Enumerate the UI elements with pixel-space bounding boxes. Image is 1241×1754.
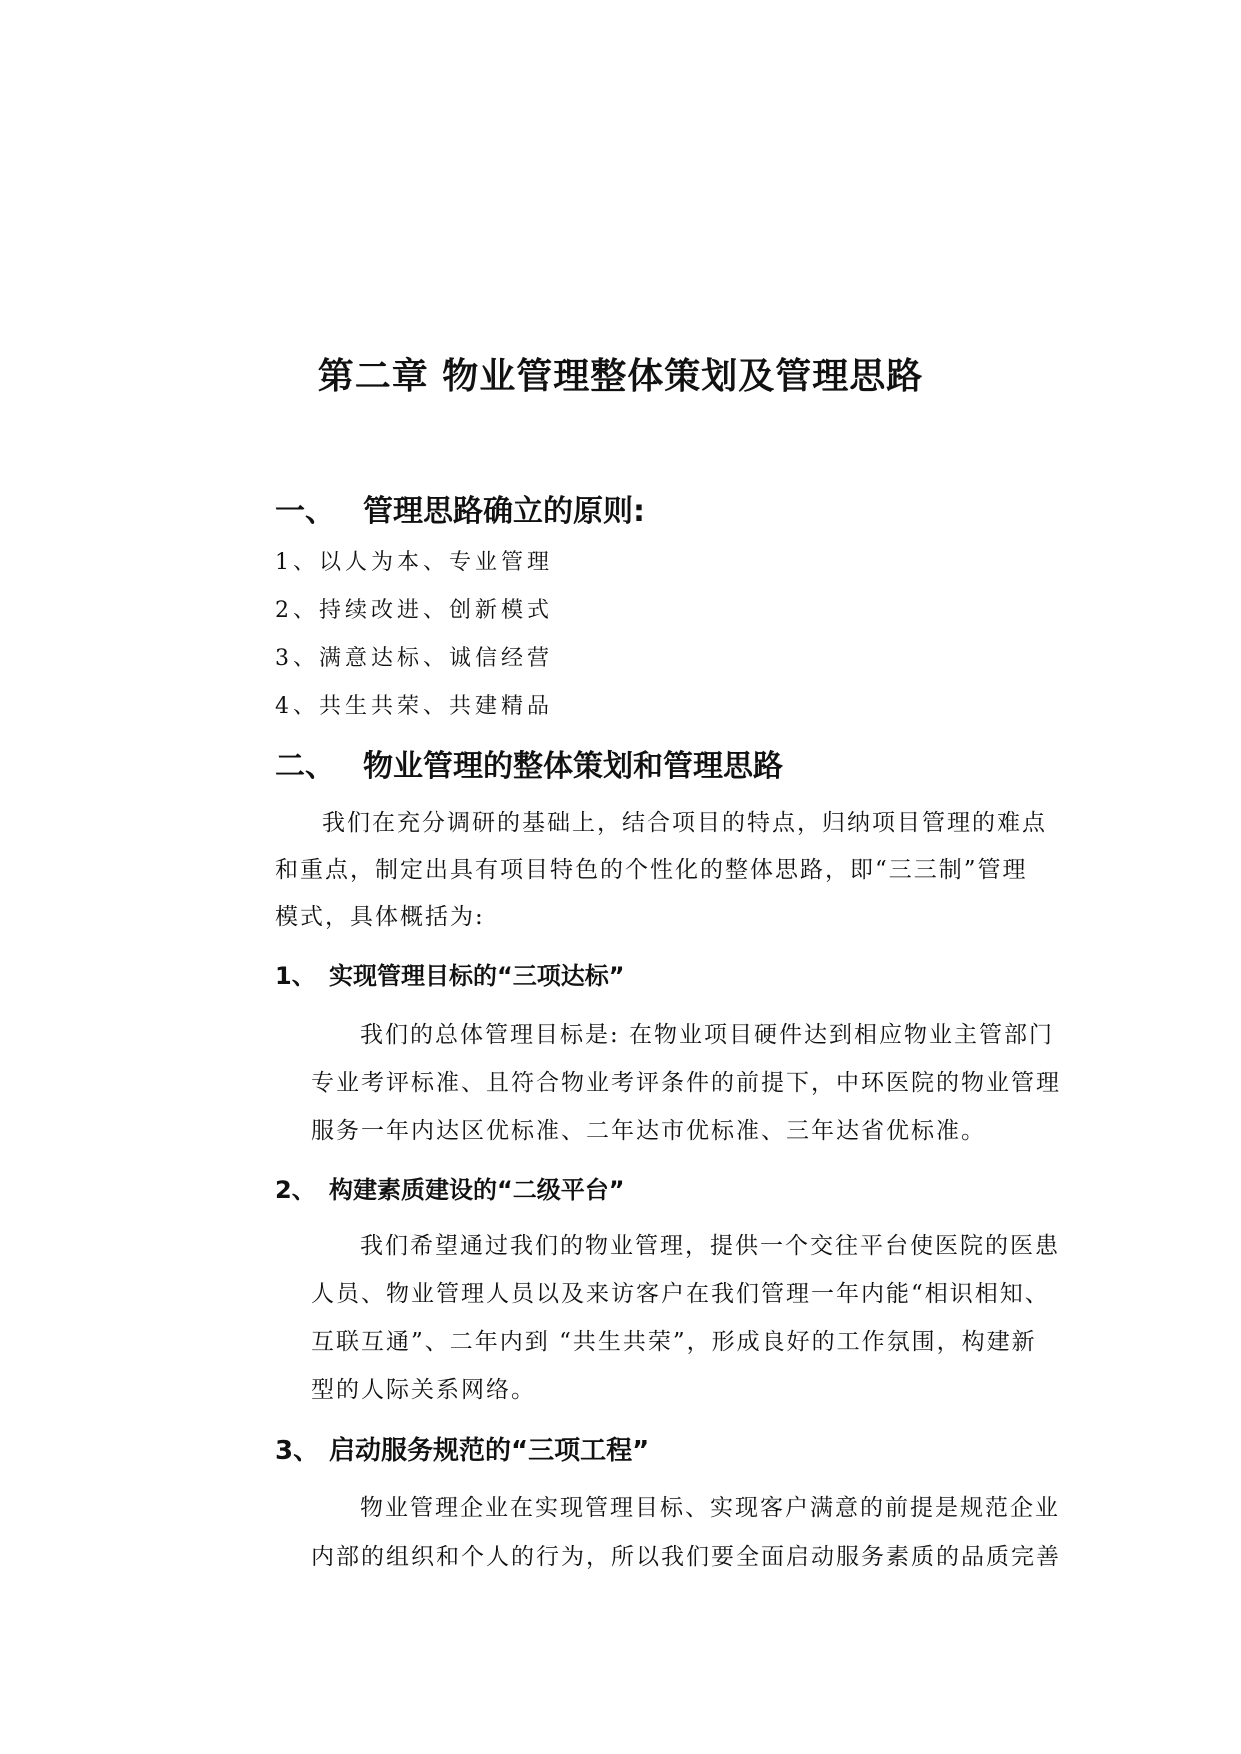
paragraph-line: 和重点，制定出具有项目特色的个性化的整体思路，即“三三制”管理	[275, 857, 1028, 883]
section-heading-2	[275, 741, 783, 785]
section-number: 二、	[275, 749, 335, 784]
subsection-title: 构建素质建设的“二级平台”	[329, 1176, 625, 1204]
paragraph-line: 我们的总体管理目标是: 在物业项目硬件达到相应物业主管部门	[360, 1022, 1055, 1048]
paragraph-line: 内部的组织和个人的行为，所以我们要全面启动服务素质的品质完善	[311, 1544, 1061, 1570]
subsection-title: 实现管理目标的“三项达标”	[329, 962, 625, 990]
paragraph-line: 模式，具体概括为:	[275, 904, 485, 930]
subsection-title: 启动服务规范的“三项工程”	[329, 1436, 650, 1466]
paragraph-line: 我们在充分调研的基础上，结合项目的特点，归纳项目管理的难点	[322, 810, 1047, 836]
section-number: 一、	[275, 494, 335, 529]
chapter-title: 第二章 物业管理整体策划及管理思路	[317, 356, 924, 397]
section-heading-1	[275, 486, 645, 530]
subsection-heading-3	[275, 1430, 649, 1467]
section-title: 管理思路确立的原则:	[363, 494, 645, 529]
paragraph-line: 专业考评标准、且符合物业考评条件的前提下，中环医院的物业管理	[311, 1070, 1061, 1096]
subsection-number: 3、	[275, 1436, 320, 1466]
paragraph-line: 服务一年内达区优标准、二年达市优标准、三年达省优标准。	[311, 1118, 986, 1144]
paragraph-line: 互联互通”、二年内到 “共生共荣”，形成良好的工作氛围，构建新	[311, 1329, 1037, 1355]
principle-item: 2、持续改进、创新模式	[275, 598, 553, 623]
principle-item: 3、满意达标、诚信经营	[275, 646, 553, 671]
section-title: 物业管理的整体策划和管理思路	[363, 749, 783, 784]
principle-item: 1、以人为本、专业管理	[275, 550, 553, 575]
principle-item: 4、共生共荣、共建精品	[275, 694, 553, 719]
paragraph-line: 人员、物业管理人员以及来访客户在我们管理一年内能“相识相知、	[311, 1281, 1050, 1307]
paragraph-line: 我们希望通过我们的物业管理，提供一个交往平台使医院的医患	[360, 1233, 1060, 1259]
subsection-heading-1	[275, 956, 625, 991]
subsection-heading-2	[275, 1170, 625, 1205]
paragraph-line: 型的人际关系网络。	[311, 1377, 536, 1403]
subsection-number: 1、	[275, 962, 316, 990]
paragraph-line: 物业管理企业在实现管理目标、实现客户满意的前提是规范企业	[360, 1495, 1060, 1521]
subsection-number: 2、	[275, 1176, 316, 1204]
